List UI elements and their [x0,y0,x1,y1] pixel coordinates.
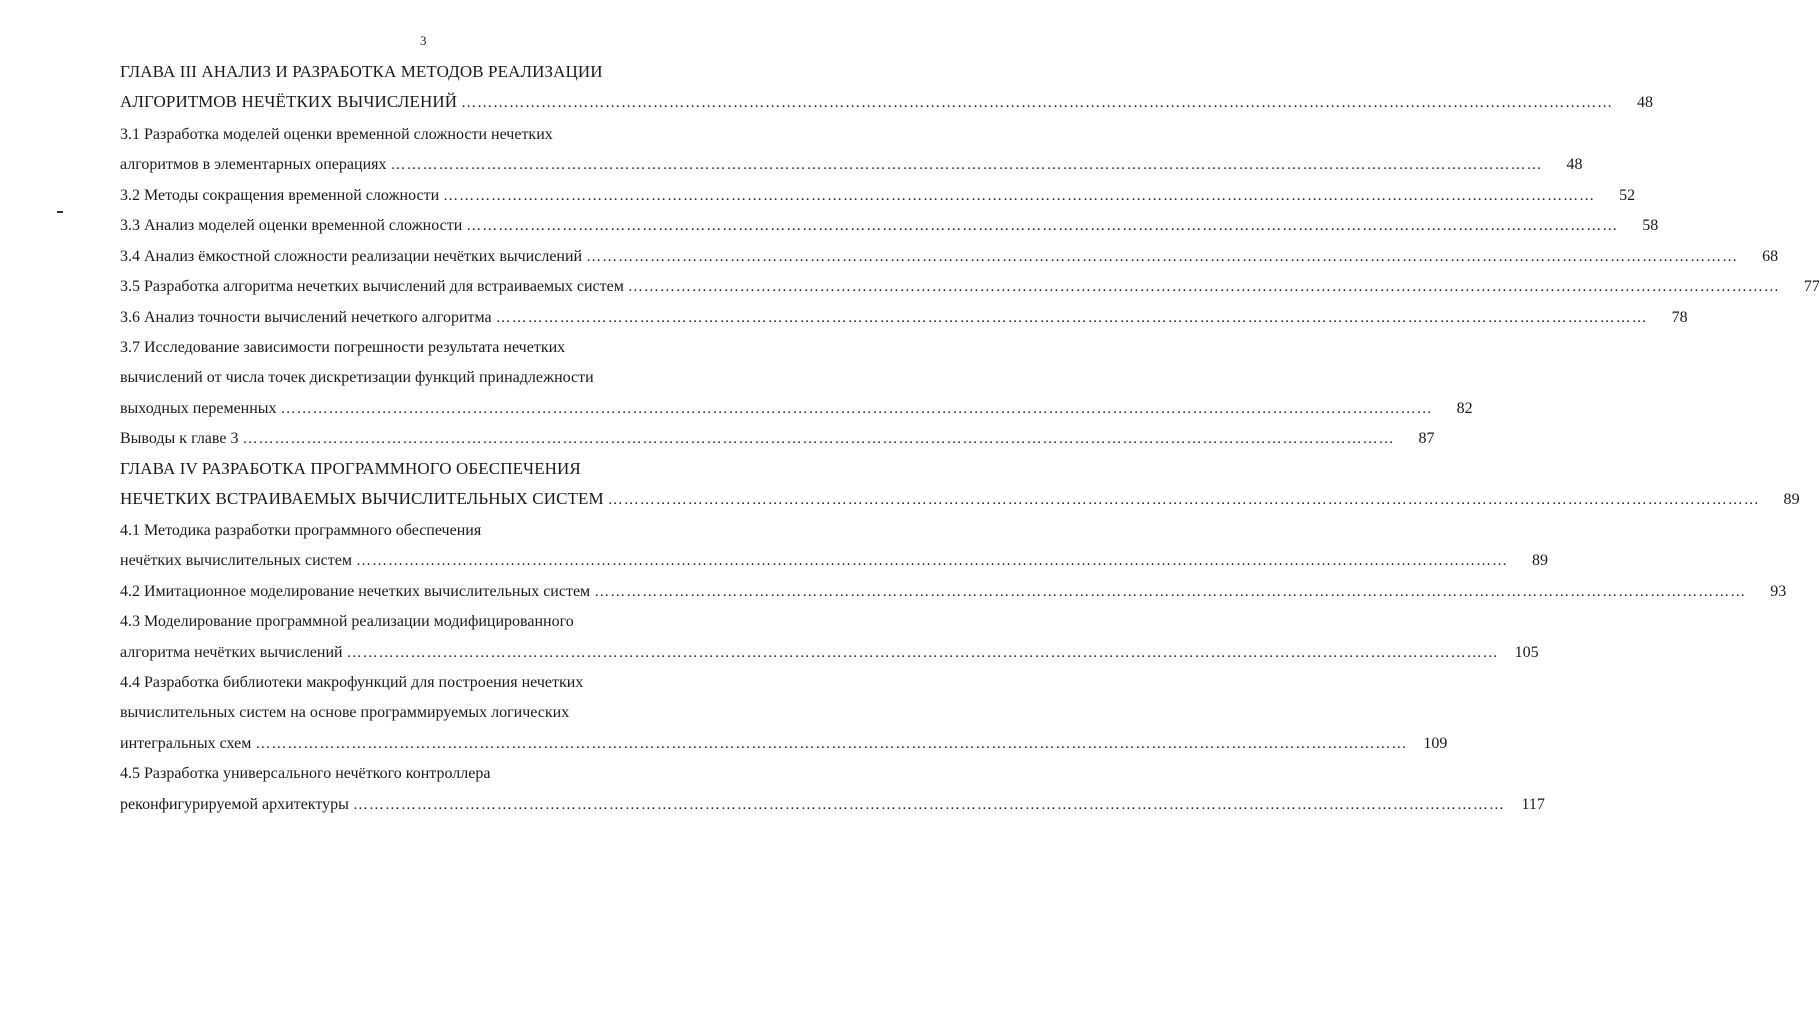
toc-entry-title: 3.6 Анализ точности вычислений нечеткого алгоритма [120,309,492,326]
leader-dots: ……………………………………………………………………………………………………………………………………………………………………………………………… [594,584,1747,600]
leader-dots: ……………………………………………………………………………………………………………………………………………………………………………………………… [390,157,1543,173]
toc-line [120,114,735,144]
toc-line [120,479,1800,509]
toc-entry-title: НЕЧЕТКИХ ВСТРАИВАЕМЫХ ВЫЧИСЛИТЕЛЬНЫХ СИСТЕМ [120,489,604,508]
toc-entry-title: Выводы к главе 3 [120,430,239,447]
leader-dots: ……………………………………………………………………………………………………………………………………………………………………………………………… [461,95,1614,111]
toc-line [120,723,1448,753]
leader-dots: ……………………………………………………………………………………………………………………………………………………………………………………………… [346,645,1499,661]
toc-entry-title: 3.2 Методы сокращения временной сложности [120,187,440,204]
toc-entry-title: 3.1 Разработка моделей оценки временной сложности нечетких [120,126,553,143]
toc-line [120,175,1636,205]
toc-entry-title: интегральных схем [120,735,252,752]
leader-dots: ……………………………………………………………………………………………………………………………………………………………………………………………… [280,401,1433,417]
toc-entry-title: АЛГОРИТМОВ НЕЧЁТКИХ ВЫЧИСЛЕНИЙ [120,92,458,111]
leader-dots: ……………………………………………………………………………………………………………………………………………………………………………………………… [466,218,1619,234]
toc-page-number: 82 [1456,400,1473,417]
toc-entry-title: реконфигурируемой архитектуры [120,796,349,813]
toc-entry-title: 4.2 Имитационное моделирование нечетких вычислительных систем [120,583,591,600]
toc-line [120,571,1787,601]
toc-entry-title: алгоритма нечётких вычислений [120,644,343,661]
toc-line [120,449,735,479]
toc-entry-title: вычислений от числа точек дискретизации функций принадлежности [120,369,594,386]
toc-entry-title: 3.7 Исследование зависимости погрешности результата нечетких [120,339,566,356]
toc-entry-title: выходных переменных [120,400,277,417]
leader-dots: ……………………………………………………………………………………………………………………………………………………………………………………………… [242,431,1395,447]
leader-dots: ……………………………………………………………………………………………………………………………………………………………………………………………… [607,492,1760,508]
toc-entry-title: 3.4 Анализ ёмкостной сложности реализации нечётких вычислений [120,248,583,265]
leader-dots: ……………………………………………………………………………………………………………………………………………………………………………………………… [443,188,1596,204]
toc-line [120,82,1654,112]
toc-page-number: 89 [1783,491,1800,508]
toc-line [120,266,1820,296]
toc-line [120,540,1548,570]
toc-page-number: 77 [1803,278,1820,295]
toc-entry-title: 4.4 Разработка библиотеки макрофункций для построения нечетких [120,674,584,691]
toc-entry-title: алгоритмов в элементарных операциях [120,156,387,173]
toc-entry-title: 4.5 Разработка универсального нечёткого контроллера [120,765,491,782]
toc-line [120,327,735,357]
toc-line [120,388,1473,418]
toc-page-number: 105 [1514,644,1539,661]
toc-page-number: 89 [1531,552,1548,569]
toc-entry-title: ГЛАВА IV РАЗРАБОТКА ПРОГРАММНОГО ОБЕСПЕЧЕНИЯ [120,459,581,478]
toc-line [120,297,1688,327]
toc-entry-title: 4.1 Методика разработки программного обеспечения [120,522,482,539]
toc-line [120,52,735,82]
toc-line [120,510,735,540]
toc-line [120,418,1435,448]
toc-page-number: 87 [1418,430,1435,447]
leader-dots: ……………………………………………………………………………………………………………………………………………………………………………………………… [355,553,1508,569]
toc-entry-title: 4.3 Моделирование программной реализации модифицированного [120,613,574,630]
toc-line [120,144,1583,174]
toc-page-number: 48 [1636,94,1654,111]
toc-line [120,601,735,631]
scan-mark [57,211,63,213]
toc-page-number: 109 [1423,735,1448,752]
toc-entry-title: вычислительных систем на основе программируемых логических [120,704,570,721]
toc-line [120,357,735,387]
leader-dots: ……………………………………………………………………………………………………………………………………………………………………………………………… [627,279,1780,295]
toc-entry-title: нечётких вычислительных систем [120,552,352,569]
toc-entry-title: ГЛАВА III АНАЛИЗ И РАЗРАБОТКА МЕТОДОВ РЕАЛИЗАЦИИ [120,62,603,81]
leader-dots: ……………………………………………………………………………………………………………………………………………………………………………………………… [495,310,1648,326]
page-number: 3 [420,33,427,48]
toc-page-number: 78 [1671,309,1688,326]
leader-dots: ……………………………………………………………………………………………………………………………………………………………………………………………… [352,797,1505,813]
toc-line [120,784,1545,814]
toc-page-number: 52 [1619,187,1636,204]
toc-page-number: 93 [1770,583,1787,600]
toc-line [120,236,1779,266]
toc-line [120,205,1659,235]
toc-page-number: 58 [1642,217,1659,234]
toc-page-number: 48 [1566,156,1583,173]
toc-page-number: 117 [1521,796,1545,813]
leader-dots: ……………………………………………………………………………………………………………………………………………………………………………………………… [255,736,1408,752]
toc-line [120,753,735,783]
toc-line [120,692,735,722]
toc-entry-title: 3.5 Разработка алгоритма нечетких вычислений для встраиваемых систем [120,278,624,295]
toc-entry-title: 3.3 Анализ моделей оценки временной сложности [120,217,463,234]
toc-line [120,632,1539,662]
toc-line [120,662,735,692]
leader-dots: ……………………………………………………………………………………………………………………………………………………………………………………………… [586,249,1739,265]
toc-page-number: 68 [1762,248,1779,265]
